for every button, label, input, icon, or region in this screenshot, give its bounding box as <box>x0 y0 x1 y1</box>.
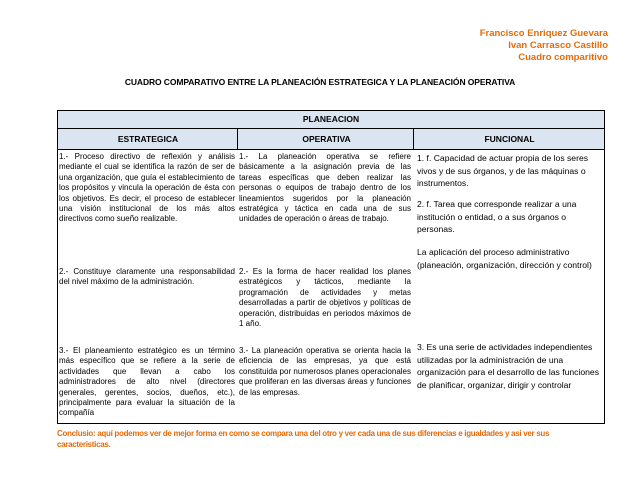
estrategica-point-3: 3.- El planeamiento estratégico es un término más específico que se refiere a la serie de actividades que llevan a cabo los administradores de alto nivel (directores generales, gerentes, socios, dueños, etc.), principalmente para evaluar la situación de la compañía <box>59 346 235 418</box>
funcional-point-1: 1. f. Capacidad de actuar propia de los seres vivos y de sus órganos, y de las máquinas o instrumentos. <box>417 153 589 189</box>
cell-operativa <box>239 150 413 424</box>
column-header-row <box>58 129 604 150</box>
operativa-point-2: 2.- Es la forma de hacer realidad los planes estratégicos y tácticos, mediante la programación de actividades y metas desarrolladas a partir de objetivos y políticas de operación, distribuidas en periodos máximos de 1 año. <box>239 267 411 329</box>
funcional-point-3: 3. Es una serie de actividades independientes utilizadas por la administración de una organización para el desarrollo de las funciones de planificar, organizar, dirigir y controlar <box>417 342 600 390</box>
column-header-funcional: FUNCIONAL <box>484 134 535 144</box>
funcional-aplicacion: La aplicación del proceso administrativo (planeación, organización, dirección y control) <box>417 247 592 270</box>
operativa-point-3: 3.- La planeación operativa se orienta hacia la eficiencia de las empresas, ya que está constituida por numerosos planes operacionales que proliferan en las diversas áreas y funciones de las empresas. <box>239 346 411 397</box>
estrategica-point-2: 2.- Constituye claramente una responsabilidad del nivel máximo de la administración. <box>59 267 235 287</box>
author-name-2: Ivan Carrasco Castillo <box>508 40 608 51</box>
table-top-header: PLANEACION <box>58 111 604 129</box>
document-subtitle: Cuadro comparitivo <box>518 52 608 63</box>
cell-estrategica <box>59 150 236 424</box>
author-name-1: Francisco Enriquez Guevara <box>479 28 608 39</box>
conclusion-text: Conclusio: aquí podemos ver de mejor forma en como se compara una del otro y ver cada una de sus diferencias e igualdades y asi ver sus caracteristicas. <box>57 429 550 449</box>
table-body-row <box>58 150 604 424</box>
operativa-point-1: 1.- La planeación operativa se refiere básicamente a la asignación previa de las tareas específicas que deben realizar las personas o equipos de trabajo dentro de los lineamientos sugeridos por la planeación estratégica y táctica en cada una de sus unidades de operación o áreas de trabajo. <box>239 152 411 224</box>
authors-block <box>480 28 608 64</box>
estrategica-point-1: 1.- Proceso directivo de reflexión y análisis mediante el cual se identifica la razón de ser de una organización, que guía el establecimiento de los propósitos y vincula la operación de ésta con los objetivos. Es decir, el proceso de establecer una visión institucional de los más altos directivos como sueño realizable. <box>59 152 235 224</box>
comparison-table <box>57 110 605 424</box>
column-header-operativa: OPERATIVA <box>302 134 351 144</box>
funcional-point-2: 2. f. Tarea que corresponde realizar a una institución o entidad, o a sus órganos o personas. <box>417 199 577 235</box>
page-title: CUADRO COMPARATIVO ENTRE LA PLANEACIÓN ESTRATEGICA Y LA PLANEACIÓN OPERATIVA <box>124 77 516 87</box>
cell-funcional <box>415 150 604 424</box>
column-header-estrategica: ESTRATEGICA <box>117 134 179 144</box>
